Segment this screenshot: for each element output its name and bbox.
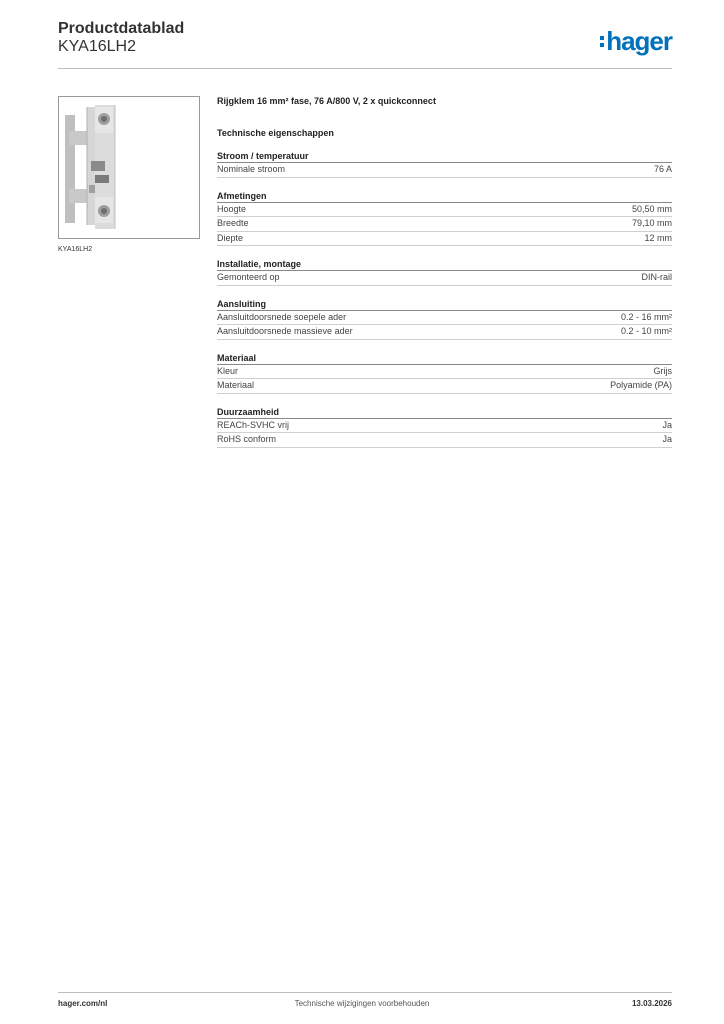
section-installation xyxy=(217,259,672,286)
page-title: Productdatablad xyxy=(58,20,185,37)
logo-dots-icon xyxy=(600,36,604,47)
section-current-temperature xyxy=(217,151,672,178)
spec-row xyxy=(217,163,672,178)
spec-label: Materiaal xyxy=(217,380,255,390)
section-connection xyxy=(217,299,672,340)
header-divider xyxy=(58,68,672,69)
spec-row xyxy=(217,232,672,247)
footer-disclaimer: Technische wijzigingen voorbehouden xyxy=(294,999,430,1008)
spec-value: 0.2 - 10 mm² xyxy=(620,326,672,336)
spec-row xyxy=(217,325,672,340)
section-title: Aansluiting xyxy=(217,299,672,311)
spec-value: 76 A xyxy=(653,164,672,174)
spec-label: Diepte xyxy=(217,232,244,243)
spec-value: Ja xyxy=(662,434,672,444)
spec-value: 79,10 mm xyxy=(631,218,672,228)
product-image-caption: KYA16LH2 xyxy=(58,246,93,253)
spec-value: 50,50 mm xyxy=(631,203,672,214)
spec-value: Polyamide (PA) xyxy=(610,380,672,390)
footer-divider xyxy=(58,992,672,993)
spec-label: Kleur xyxy=(217,365,239,376)
spec-row xyxy=(217,203,672,218)
terminal-block-illustration xyxy=(59,97,199,238)
section-title: Materiaal xyxy=(217,353,672,365)
section-title: Duurzaamheid xyxy=(217,407,672,419)
spec-value: Ja xyxy=(662,419,672,430)
spec-row xyxy=(217,419,672,434)
spec-row xyxy=(217,217,672,232)
spec-label: Aansluitdoorsnede soepele ader xyxy=(217,311,347,322)
section-dimensions xyxy=(217,191,672,247)
spec-row xyxy=(217,379,672,394)
spec-row xyxy=(217,433,672,448)
spec-value: 12 mm xyxy=(644,232,672,243)
spec-label: Nominale stroom xyxy=(217,164,286,174)
spec-label: REACh-SVHC vrij xyxy=(217,419,290,430)
spec-label: Hoogte xyxy=(217,203,247,214)
spec-value: DIN-rail xyxy=(641,272,672,282)
logo-text: hager xyxy=(606,26,672,56)
spec-label: Aansluitdoorsnede massieve ader xyxy=(217,326,353,336)
article-number: KYA16LH2 xyxy=(58,38,136,55)
product-description: Rijgklem 16 mm² fase, 76 A/800 V, 2 x quickconnect xyxy=(217,96,436,106)
footer-date: 13.03.2026 xyxy=(631,999,672,1008)
section-material xyxy=(217,353,672,394)
spec-content xyxy=(217,96,672,448)
footer-website-link[interactable]: hager.com/nl xyxy=(58,999,108,1008)
spec-row xyxy=(217,271,672,286)
spec-label: Gemonteerd op xyxy=(217,272,280,282)
product-image xyxy=(58,96,200,239)
spec-label: RoHS conform xyxy=(217,434,277,444)
spec-row xyxy=(217,311,672,326)
section-sustainability xyxy=(217,407,672,448)
tech-properties-title: Technische eigenschappen xyxy=(217,128,334,138)
spec-row xyxy=(217,365,672,380)
section-title: Installatie, montage xyxy=(217,259,672,271)
spec-value: Grijs xyxy=(653,365,672,376)
spec-label: Breedte xyxy=(217,218,249,228)
section-title: Stroom / temperatuur xyxy=(217,151,672,163)
section-title: Afmetingen xyxy=(217,191,672,203)
hager-logo xyxy=(600,28,672,54)
spec-value: 0.2 - 16 mm² xyxy=(620,311,672,322)
